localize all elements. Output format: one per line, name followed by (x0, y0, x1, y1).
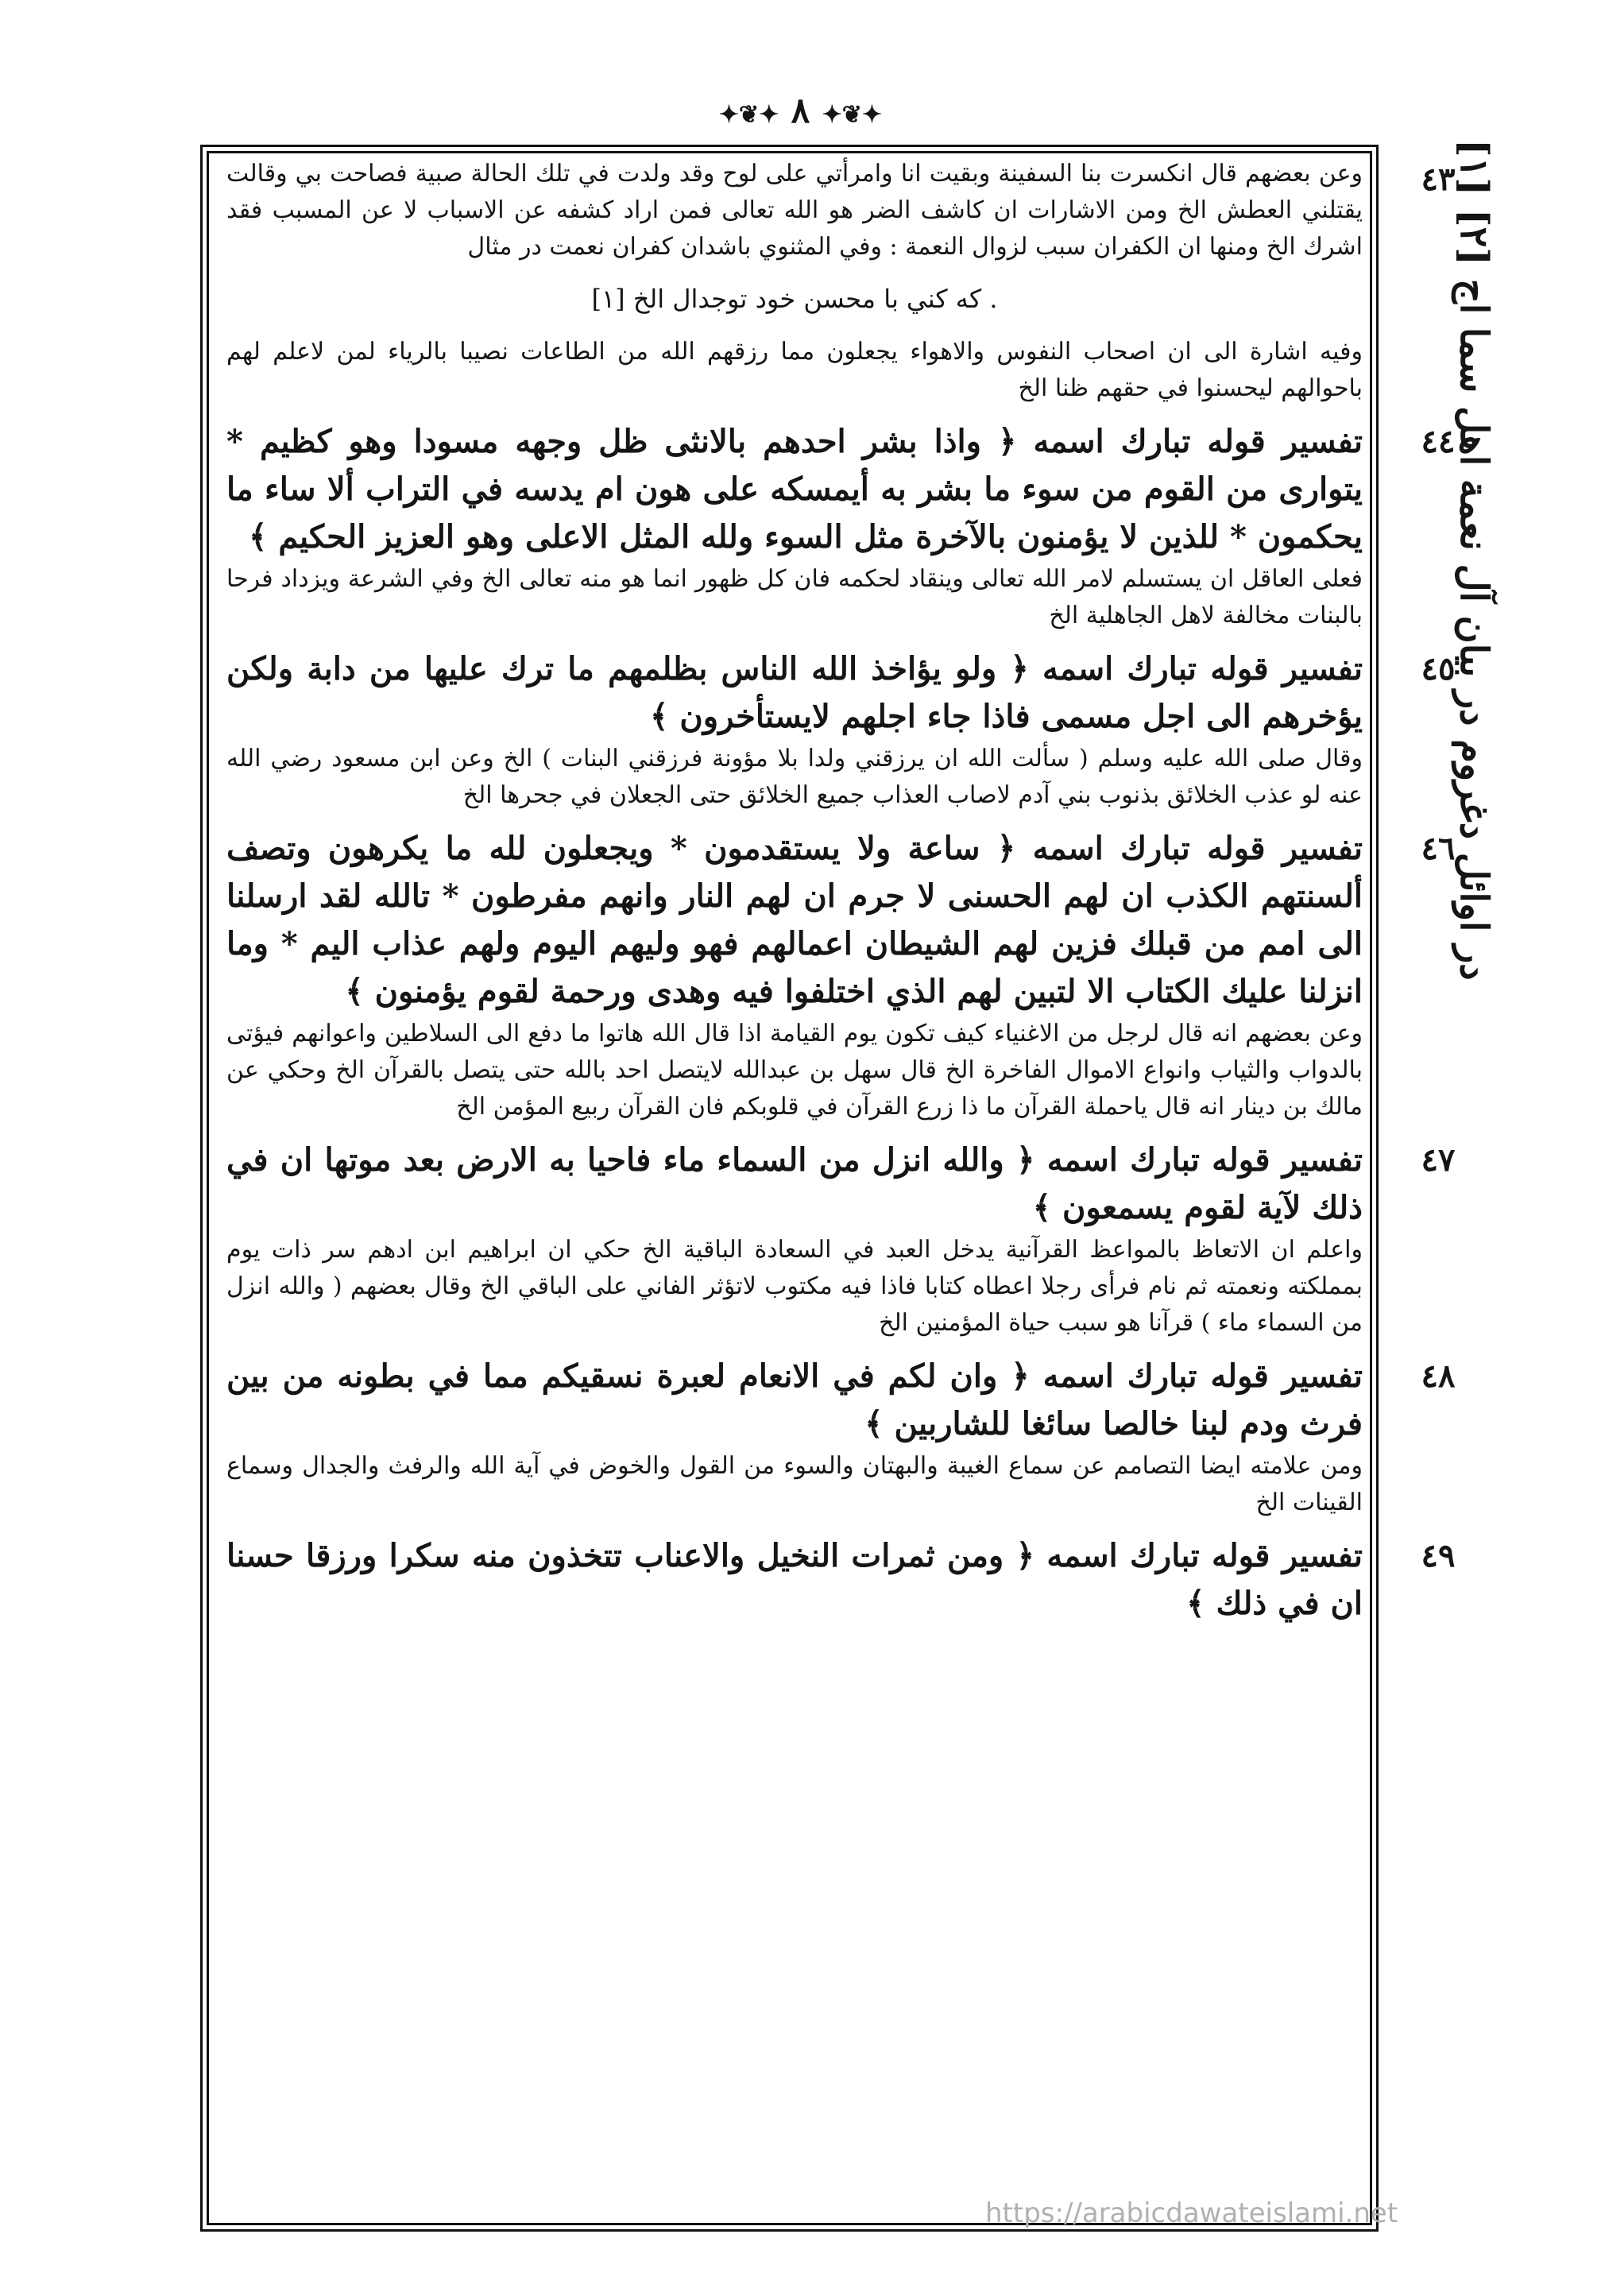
page-number (0, 87, 1601, 139)
verse-section (226, 418, 1456, 561)
verse-text: تفسير قوله تبارك اسمه ﴿ ساعة ولا يستقدمون * ويجعلون لله ما يكرهون وتصف ألسنتهم الكذب ان لهم الحسنى لا جرم ان لهم النار وانهم مفرطون * تالله لقد ارسلنا الى امم من قبلك فزين لهم الشيطان اعمالهم فهو وليهم اليوم ولهم عذاب اليم * وما انزلنا عليك الكتاب الا لتبين لهم الذي اختلفوا فيه وهدى ورحمة لقوم يؤمنون ﴾ (226, 830, 1363, 1010)
verse-section (226, 645, 1456, 741)
verse-section (226, 1532, 1456, 1628)
verse-text: تفسير قوله تبارك اسمه ﴿ ولو يؤاخذ الله الناس بظلمهم ما ترك عليها من دابة ولكن يؤخرهم الى اجل مسمى فاذا جاء اجلهم لايستأخرون ﴾ (226, 650, 1363, 735)
commentary-text: واعلم ان الاتعاظ بالمواعظ القرآنية يدخل العبد في السعادة الباقية الخ حكي ان ابراهيم ابن ادهم سر ذات يوم بمملكته ونعمته ثم نام فرأى رجلا اعطاه كتابا فاذا فيه مكتوب لاتؤثر الفاني على الباقي الخ وقال بعضهم ( والله انزل من السماء ماء ) قرآنا هو سبب حياة المؤمنين الخ (226, 1236, 1363, 1337)
verse-number: ٤٥ (1421, 650, 1456, 687)
commentary-text: وعن بعضهم انه قال لرجل من الاغنياء كيف تكون يوم القيامة اذا قال الله هاتوا ما دفع الى السلاطين واعوانهم فيؤتى بالدواب والثياب وانواع الاموال الفاخرة الخ قال سهل بن عبدالله لايتصل احد بالله حتى يتصل بالقرآن الخ وحكي عن مالك بن دينار انه قال ياحملة القرآن ما ذا زرع القرآن في قلوبكم فان القرآن ربيع المؤمن الخ (226, 1020, 1363, 1121)
verse-number: ٤٤ (1421, 423, 1456, 460)
verse-section (226, 825, 1456, 1016)
commentary-text: وقال صلى الله عليه وسلم ( سألت الله ان يرزقني ولدا بلا مؤونة فرزقني البنات ) الخ وعن ابن مسعود رضي الله عنه لو عذب الخلائق بذنوب بني آدم لاصاب العذاب جميع الخلائق حتى الجعلان في جحرها الخ (226, 745, 1363, 809)
right-ornament-icon: ✦❦✦ (822, 101, 883, 129)
verse-number: ٤٩ (1421, 1537, 1456, 1574)
verse-text: تفسير قوله تبارك اسمه ﴿ والله انزل من السماء ماء فاحيا به الارض بعد موتها ان في ذلك لآية لقوم يسمعون ﴾ (226, 1141, 1363, 1226)
verse-number: ٤٦ (1421, 830, 1456, 867)
commentary-text: وعن بعضهم قال انكسرت بنا السفينة وبقيت انا وامرأتي على لوح وقد ولدت في تلك الحالة صبية فصاحت بي وقالت يقتلني العطش الخ ومن الاشارات ان كاشف الضر هو الله تعالى فمن اراد كشفه عن الاسباب لا عن المسبب فقد اشرك الخ ومنها ان الكفران سبب لزوال النعمة : وفي المثنوي باشدان كفران نعمت در مثال (226, 160, 1363, 261)
verse-number: ٤٧ (1421, 1141, 1456, 1179)
page-content (226, 156, 1456, 2222)
verse-section (226, 1136, 1456, 1232)
margin-note: [١] در اوائل دغروم در بيان آل نعمة اهل سما اج [٢] (1452, 139, 1496, 981)
page-number-text: ٨ (791, 91, 810, 131)
verse-number: ٤٣ (1421, 161, 1456, 198)
commentary-text: وفيه اشارة الى ان اصحاب النفوس والاهواء يجعلون مما رزقهم الله من الطاعات نصيبا بالرياء لمن لاعلم لهم باحوالهم ليحسنوا في حقهم ظنا الخ (226, 338, 1363, 402)
opening-paragraph (226, 156, 1456, 265)
verse-section (226, 1353, 1456, 1448)
commentary-text: فعلى العاقل ان يستسلم لامر الله تعالى وينقاد لحكمه فان كل ظهور انما هو منه تعالى الخ وفي الشرعة ويزداد فرحا بالبنات مخالفة لاهل الجاهلية الخ (226, 565, 1363, 629)
verse-number: ٤٨ (1421, 1357, 1456, 1395)
verse-text: تفسير قوله تبارك اسمه ﴿ وان لكم في الانعام لعبرة نسقيكم مما في بطونه من بين فرث ودم لبنا خالصا سائغا للشاربين ﴾ (226, 1357, 1363, 1442)
left-ornament-icon: ✦❦✦ (718, 101, 779, 129)
verse-text: تفسير قوله تبارك اسمه ﴿ واذا بشر احدهم بالانثى ظل وجهه مسودا وهو كظيم * يتوارى من القوم من سوء ما بشر به أيمسكه على هون ام يدسه في التراب ألا ساء ما يحكمون * للذين لا يؤمنون بالآخرة مثل السوء ولله المثل الاعلى وهو العزيز الحكيم ﴾ (226, 423, 1363, 556)
commentary-text: ومن علامته ايضا التصامم عن سماع الغيبة والبهتان والسوء من القول والخوض في آية الله والرفث والجدال وسماع القينات الخ (226, 1452, 1363, 1516)
verse-text: تفسير قوله تبارك اسمه ﴿ ومن ثمرات النخيل والاعناب تتخذون منه سكرا ورزقا حسنا ان في ذلك ﴾ (226, 1537, 1363, 1622)
poem-line: . كه كني با محسن خود توجدال الخ [١] (591, 284, 998, 314)
watermark-url: https://arabicdawateislami.net (985, 2197, 1398, 2229)
